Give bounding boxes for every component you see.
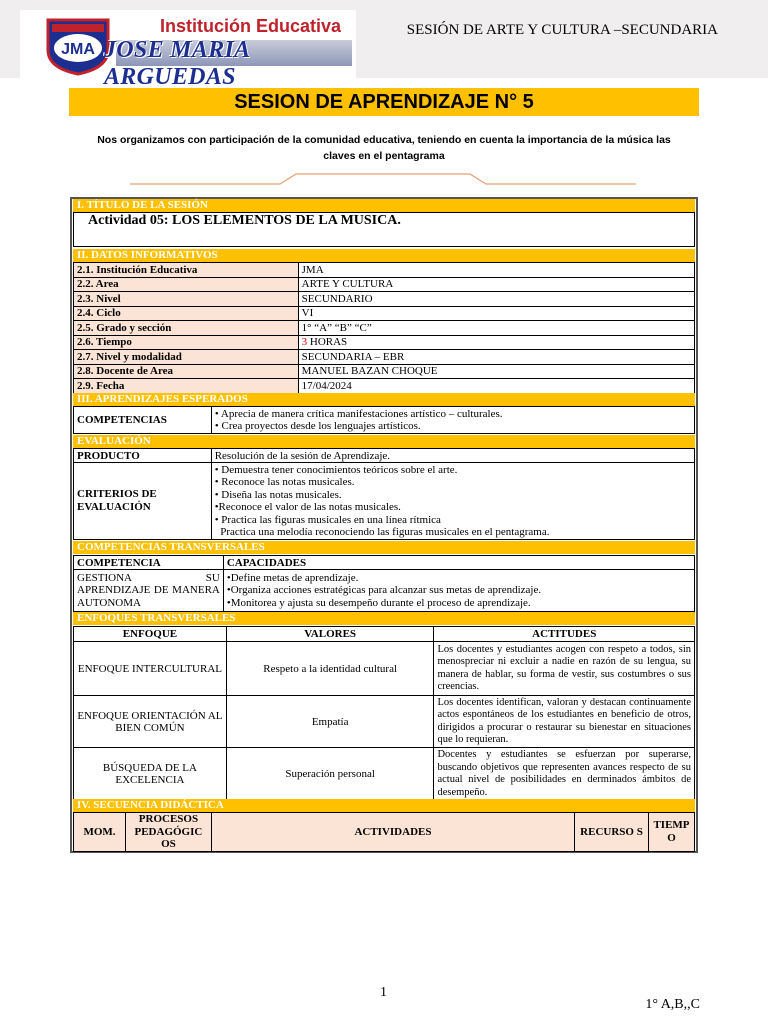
- datos-row: [74, 350, 695, 365]
- enfoque-actitud: Los docentes y estudiantes acogen con respeto a todos, sin menospreciar ni excluir a nadie en razón de su lengua, su manera de hablar, su forma de vestir, sus costumbres o sus creencias.: [434, 642, 695, 696]
- datos-label: 2.1. Institución Educativa: [74, 263, 299, 278]
- datos-row: [74, 321, 695, 336]
- producto-label: PRODUCTO: [74, 449, 212, 463]
- transversal-col-capacidades: CAPACIDADES: [223, 556, 694, 570]
- page-title: SESION DE APRENDIZAJE N° 5: [69, 88, 699, 116]
- transversales-table: [73, 555, 695, 612]
- section-secuencia: IV. SECUENCIA DIDÁCTICA: [73, 799, 695, 812]
- enfoque-name: BÚSQUEDA DE LA EXCELENCIA: [74, 748, 227, 801]
- datos-label: 2.7. Nivel y modalidad: [74, 350, 299, 365]
- criterio-item: • Practica las figuras musicales en una línea rítmica: [214, 513, 441, 526]
- section-evaluacion: EVALUACIÓN: [73, 435, 695, 448]
- enfoque-actitud: Docentes y estudiantes se esfuerzan por superarse, buscando objetivos que representen avances respecto de su actual nivel de posibilidades en derminados ámbitos de desempeño.: [434, 748, 695, 801]
- transversal-competencia: GESTIONA SU APRENDIZAJE DE MANERA AUTONOMA: [74, 570, 224, 612]
- secuencia-header-actividades: ACTIVIDADES: [211, 813, 574, 852]
- datos-value-text: HORAS: [307, 336, 348, 349]
- datos-value: ARTE Y CULTURA: [298, 277, 694, 292]
- datos-row: [74, 379, 695, 394]
- enfoques-header: VALORES: [226, 627, 434, 642]
- datos-row: [74, 292, 695, 307]
- section-aprendizajes: III. APRENDIZAJES ESPERADOS: [73, 393, 695, 406]
- logo-monogram: JMA: [61, 41, 95, 58]
- capacidad-item: •Monitorea y ajusta su desempeño durante el proceso de aprendizaje.: [226, 596, 531, 609]
- enfoque-row: [74, 696, 695, 748]
- enfoque-row: [74, 748, 695, 801]
- enfoque-name: ENFOQUE ORIENTACIÓN AL BIEN COMÚN: [74, 696, 227, 748]
- competencia-item: • Crea proyectos desde los lenguajes artísticos.: [214, 420, 421, 432]
- criterio-item: •Reconoce el valor de las notas musicales.: [214, 501, 401, 513]
- datos-value: SECUNDARIO: [298, 292, 694, 307]
- datos-label: 2.6. Tiempo: [74, 335, 299, 350]
- datos-value: [298, 335, 694, 350]
- logo-school-name: JOSE MARIA ARGUEDAS: [104, 37, 250, 90]
- header-title: SESIÓN DE ARTE Y CULTURA –SECUNDARIA: [406, 22, 718, 38]
- competencia-item: • Aprecia de manera crítica manifestaciones artístico – culturales.: [214, 407, 503, 420]
- capacidades-list: [223, 570, 694, 612]
- secuencia-header-tiempo: TIEMP O: [648, 813, 694, 852]
- enfoques-header: ENFOQUE: [74, 627, 227, 642]
- evaluacion-table: [73, 448, 695, 540]
- secuencia-header-procesos: PROCESOS PEDAGÓGIC OS: [125, 813, 211, 852]
- secuencia-header-recursos: RECURSO S: [575, 813, 649, 852]
- enfoques-table: [73, 626, 695, 801]
- activity-title: Actividad 05: LOS ELEMENTOS DE LA MUSICA.: [88, 213, 401, 228]
- datos-value: SECUNDARIA – EBR: [298, 350, 694, 365]
- section-transversales: COMPETENCIAS TRANSVERSALES: [73, 541, 695, 554]
- criterio-item: Practica una melodía reconociendo las figuras musicales en el pentagrama.: [214, 526, 550, 538]
- criterio-item: • Diseña las notas musicales.: [214, 488, 342, 501]
- datos-value: VI: [298, 306, 694, 321]
- section-datos: II. DATOS INFORMATIVOS: [73, 249, 695, 262]
- datos-label: 2.2. Area: [74, 277, 299, 292]
- capacidad-item: •Define metas de aprendizaje.: [226, 571, 359, 584]
- datos-label: 2.4. Ciclo: [74, 306, 299, 321]
- footer-grade: 1° A,B,,C: [645, 997, 700, 1012]
- criterios-label: CRITERIOS DE EVALUACIÓN: [74, 463, 212, 540]
- logo-institution: Institución Educativa: [160, 16, 342, 36]
- datos-row: [74, 277, 695, 292]
- competencias-table: [73, 406, 695, 434]
- page-number: 1: [380, 985, 387, 1000]
- datos-label: 2.8. Docente de Area: [74, 364, 299, 379]
- datos-row: [74, 364, 695, 379]
- enfoque-actitud: Los docentes identifican, valoran y destacan continuamente actos espontáneos de los estudiantes en beneficio de otros, dirigidos a procurar o restaurar su bienestar en situaciones que lo requieran.: [434, 696, 695, 748]
- criterio-item: • Demuestra tener conocimientos teóricos sobre el arte.: [214, 463, 458, 476]
- datos-table: [73, 262, 695, 394]
- transversal-col-competencia: COMPETENCIA: [74, 556, 224, 570]
- section-titulo: I. TÍTULO DE LA SESIÓN: [73, 199, 695, 212]
- datos-label: 2.9. Fecha: [74, 379, 299, 394]
- competencias-list: [211, 407, 694, 434]
- datos-label: 2.3. Nivel: [74, 292, 299, 307]
- school-logo: [20, 10, 356, 90]
- competencias-label: COMPETENCIAS: [74, 407, 212, 434]
- capacidad-item: •Organiza acciones estratégicas para alcanzar sus metas de aprendizaje.: [226, 584, 542, 597]
- datos-value: JMA: [298, 263, 694, 278]
- datos-value-number: 3: [301, 336, 308, 349]
- datos-label: 2.5. Grado y sección: [74, 321, 299, 336]
- secuencia-header-mom: MOM.: [74, 813, 126, 852]
- criterio-item: • Reconoce las notas musicales.: [214, 476, 355, 488]
- datos-value: 1° “A” “B” “C”: [298, 321, 694, 336]
- criterios-list: [211, 463, 694, 540]
- producto-value: Resolución de la sesión de Aprendizaje.: [211, 449, 694, 463]
- enfoque-row: [74, 642, 695, 696]
- enfoque-valor: Superación personal: [226, 748, 434, 801]
- enfoque-valor: Respeto a la identidad cultural: [226, 642, 434, 696]
- datos-row: [74, 306, 695, 321]
- enfoques-header: ACTITUDES: [434, 627, 695, 642]
- secuencia-table: [73, 812, 695, 852]
- datos-row: [74, 263, 695, 278]
- datos-value: MANUEL BAZAN CHOQUE: [298, 364, 694, 379]
- datos-row: [74, 335, 695, 350]
- datos-value: 17/04/2024: [298, 379, 694, 394]
- enfoque-name: ENFOQUE INTERCULTURAL: [74, 642, 227, 696]
- section-enfoques: ENFOQUES TRANSVERSALES: [73, 612, 695, 625]
- enfoque-valor: Empatía: [226, 696, 434, 748]
- subtitle: Nos organizamos con participación de la comunidad educativa, teniendo en cuenta la importancia de la música las claves en el pentagrama: [97, 134, 671, 162]
- decorative-divider: [0, 170, 768, 190]
